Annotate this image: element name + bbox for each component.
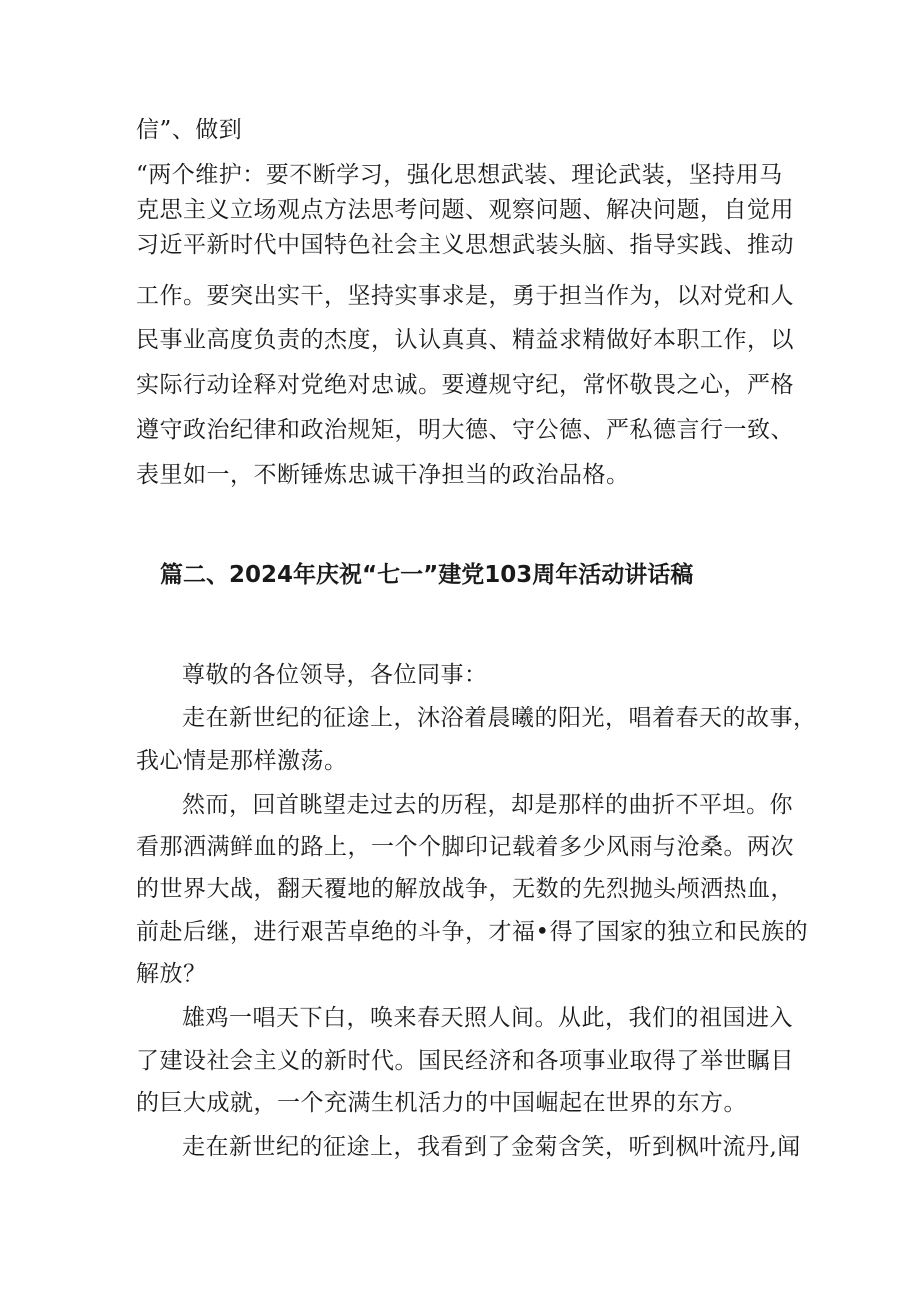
paragraph-line: 的世界大战，翻天覆地的解放战争，无数的先烈抛头颅洒热血， (136, 876, 794, 902)
paragraph-line: 解放？ (136, 961, 207, 987)
paragraph-line: 遵守政治纪律和政治规矩，明大德、守公德、严私德言行一致、 (136, 417, 794, 443)
paragraph-line: 了建设社会主义的新时代。国民经济和各项事业取得了举世瞩目 (136, 1048, 794, 1074)
paragraph-line: 信”、做到 (136, 117, 243, 143)
section-heading: 篇二、2024年庆祝“七一”建党103周年活动讲话稿 (160, 562, 694, 588)
paragraph-line: 民事业高度负责的杰度，认认真真、精益求精做好本职工作，以 (136, 327, 794, 353)
paragraph-line: 表里如一，不断锤炼忠诚干净担当的政治品格。 (136, 462, 630, 488)
paragraph-line: 习近平新时代中国特色社会主义思想武装头脑、指导实践、推动 (136, 232, 794, 258)
salutation: 尊敬的各位领导，各位同事： (182, 662, 488, 688)
paragraph-line: 走在新世纪的征途上，我看到了金菊含笑，听到枫叶流丹,闻 (182, 1134, 801, 1160)
paragraph-line: 工作。要突出实干，坚持实事求是，勇于担当作为，以对党和人 (136, 283, 794, 309)
paragraph-line: 实际行动诠释对党绝对忠诚。要遵规守纪，常怀敬畏之心，严格 (136, 372, 794, 398)
paragraph-line: 前赴后继，进行艰苦卓绝的斗争，才福•得了国家的独立和民族的 (136, 919, 809, 945)
paragraph-line: 看那洒满鲜血的路上，一个个脚印记载着多少风雨与沧桑。两次 (136, 834, 794, 860)
paragraph-line: 走在新世纪的征途上，沐浴着晨曦的阳光，唱着春天的故事， (182, 705, 817, 731)
paragraph-line: 我心情是那样激荡。 (136, 748, 348, 774)
paragraph-line: 克思主义立场观点方法思考问题、观察问题、解决问题，自觉用 (136, 197, 794, 223)
paragraph-line: “两个维护：要不断学习，强化思想武装、理论武装，坚持用马 (136, 162, 783, 188)
paragraph-line: 然而，回首眺望走过去的历程，却是那样的曲折不平坦。你 (182, 792, 793, 818)
paragraph-line: 雄鸡一唱天下白，唤来春天照人间。从此，我们的祖国进入 (182, 1005, 793, 1031)
paragraph-line: 的巨大成就，一个充满生机活力的中国崛起在世界的东方。 (136, 1090, 747, 1116)
